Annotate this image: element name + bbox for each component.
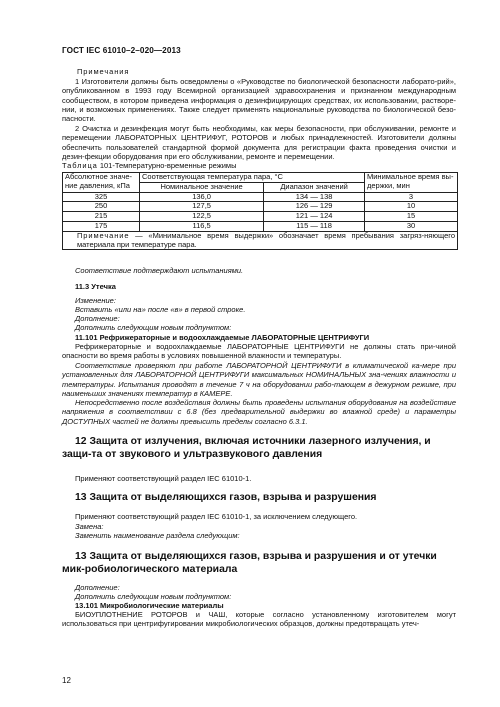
temperature-time-table [62, 172, 458, 250]
table-note [63, 231, 458, 250]
section-12-title: 12 Защита от излучения, включая источники лазерного излучения, и защи-та от звукового и ультразвукового давления [62, 436, 431, 460]
header-temperature: Соответствующая температура пара, °С [140, 173, 365, 183]
note-2: 2 Очистка и дезинфекция могут быть необходимы, как меры безопасности, при обслуживании, ремонте и перемещении ЛАБОРАТОРНЫХ ЦЕНТРИФУГ, РОТОРОВ и любых принадлежностей. Изготовители должны обеспечить пользователей стандартной формой документа для регистрации факта проведения очистки и дезин-фекции оборудования при его обслуживании, ремонте и перемещении. [62, 124, 456, 161]
table-header-row [63, 173, 458, 183]
compliance-tests: Соответствие подтверждают испытаниями. [75, 266, 244, 275]
table-row: 175 116,5 115 — 118 30 [63, 221, 458, 231]
section-11-3-title: 11.3 Утечка [75, 282, 116, 291]
s13-add-text: Дополнить следующим новым подпунктом: [75, 592, 232, 601]
table-caption [62, 161, 456, 170]
section-13-101-title: 13.101 Микробиологические материалы [75, 601, 224, 610]
section-13-new-title: 13 Защита от выделяющихся газов, взрыва и разрушения и от утечки мик-робиологического материала [62, 551, 437, 575]
s11-3-add-text: Дополнить следующим новым подпунктом: [75, 323, 232, 332]
header-pressure: Абсолютное значе-ние давления, кПа [63, 173, 140, 193]
table-note-label: Примечание [77, 230, 130, 240]
s11-101-para-2: Соответствие проверяют при работе ЛАБОРАТОРНОЙ ЦЕНТРИФУГИ в климатической ка-мере при установленных для ЛАБОРАТОРНОЙ ЦЕНТРИФУГИ максимальных НОМИНАЛЬНЫХ зна-чениях влажности и температуры. Испытания проводят в течение 7 ч на оборудовании рабо-тающем в дежурном режиме, при наименьших значениях температур в КАМЕРЕ. [62, 361, 456, 398]
section-13-title: 13 Защита от выделяющихся газов, взрыва и разрушения [75, 492, 377, 503]
s13-text: Применяют соответствующий раздел IEC 61010-1, за исключением следующего. [75, 512, 358, 521]
table-row: 215 122,5 121 — 124 15 [63, 212, 458, 222]
s11-3-change-text: Вставить «или на» после «в» в первой строке. [75, 305, 246, 314]
s13-replace-label: Замена: [75, 522, 104, 531]
header-range: Диапазон значений [264, 182, 365, 192]
table-note-row [63, 231, 458, 250]
table-row: 250 127,5 126 — 129 10 [63, 202, 458, 212]
table-note-text: — «Минимальное время выдержки» обозначает время пребывания загряз-няющего материала при температуре пара. [77, 230, 455, 249]
s11-101-para-1: Рефрижераторные и водоохлаждаемые ЛАБОРАТОРНЫЕ ЦЕНТРИФУГИ не должны стать при-чиной опасности во время работы в условиях повышенной влажности и температуры. [62, 342, 456, 361]
note-1: 1 Изготовители должны быть осведомлены о «Руководстве по биологической безопасности лаборато-рий», опубликованном в 1993 году Всемирной организацией здравоохранения и признанном международным сообществом, в котором приведена информация о дезинфицирующих средствах, их использовании, растворе-нии, и возможных применениях. Также следует применять национальные руководства по биологической безо-пасности. [62, 77, 456, 124]
header-time: Минимальное время вы-держки, мин [365, 173, 458, 193]
s13-101-text: БИОУПЛОТНЕНИЕ РОТОРОВ и ЧАШ, которые согласно установленному изготовителем могут использоваться при центрифугировании микробиологических образцов, должны предотвращать утеч- [62, 610, 456, 629]
header-nominal: Номинальное значение [140, 182, 264, 192]
s11-3-change-label: Изменение: [75, 296, 116, 305]
s11-101-para-3: Непосредственно после воздействия должны быть проведены испытания оборудования на воздействие напряжения в соответствии с 6.8 (без предварительной выдержки во влажной среде) и параметры ДОСТУПНЫХ частей не должны превысить пределы согласно 6.3.1. [62, 398, 456, 426]
s13-add-label: Дополнение: [75, 583, 120, 592]
s12-text: Применяют соответствующий раздел IEC 61010-1. [75, 474, 252, 483]
page-number: 12 [62, 676, 71, 685]
section-11-101-title: 11.101 Рефрижераторные и водоохлаждаемые ЛАБОРАТОРНЫЕ ЦЕНТРИФУГИ [75, 333, 370, 342]
s13-replace-text: Заменить наименование раздела следующим: [75, 531, 240, 540]
table-row: 325 136,0 134 — 138 3 [63, 192, 458, 202]
s11-3-add-label: Дополнение: [75, 314, 120, 323]
document-header: ГОСТ IEC 61010–2–020—2013 [62, 46, 181, 55]
table-caption-prefix: Таблица [62, 161, 98, 170]
notes-title: Примечания [77, 67, 130, 76]
table-caption-text: 101-Температурно-временные режимы [99, 161, 237, 170]
